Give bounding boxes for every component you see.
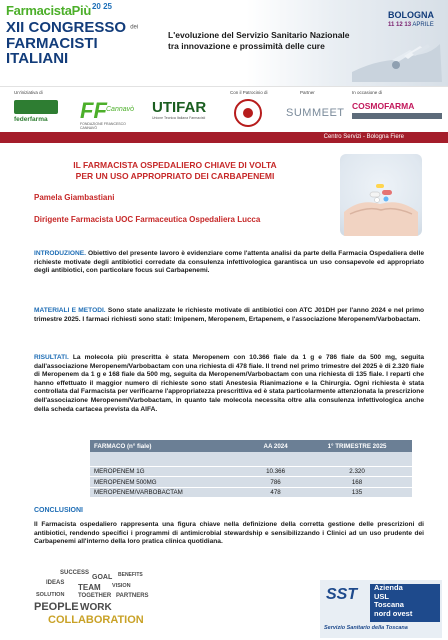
congress-line1: XII CONGRESSO bbox=[6, 19, 127, 36]
event-month: APRILE bbox=[412, 22, 434, 28]
table-cell-2025: 135 bbox=[302, 487, 412, 497]
cannavo-logo bbox=[80, 100, 142, 130]
tagline-line1: L'evoluzione del Servizio Sanitario Nazionale bbox=[168, 30, 350, 40]
table-row bbox=[90, 477, 412, 487]
title-line1: IL FARMACISTA OSPEDALIERO CHIAVE DI VOLTA bbox=[73, 160, 277, 170]
utifar-name: UTIFAR bbox=[152, 99, 207, 116]
results-text: La molecola più prescritta è stata Meropenem con 10.366 fiale da 1 g e 786 fiale da 500 mg, seguita dall'associazione Meropenem/Varbobactam con una richiesta di 478 fiale. Il trend nel primo trimestre del 2025 è di 2.320 fiale di Meropenem da 1 g e 168 fiale da 500 mg, seguita da Meropenem/Varbobactam con una richiesta di 135 fiale. I reparti che hanno effettuato il maggior numero di richieste sono stati Anestesia Rianimazione e la Chirurgia. Ogni richiesta è stata controllata dal Farmacista per verificarne l'appropriatezza prescrittiva ed è stata particolarmente attenzionata la prescrizione dell'associazione Meropenem/Varbobactam, in quanto tale molecola necessita oltre alla consulenza infettivologica anche della scheda cartacea prevista da AIFA. bbox=[34, 354, 425, 413]
seal-center-icon bbox=[243, 108, 253, 118]
cannavo-name: Cannavò bbox=[106, 106, 135, 113]
results-heading: RISULTATI. bbox=[34, 354, 69, 361]
pharmacists-order-seal-icon bbox=[234, 99, 262, 127]
federfarma-logo bbox=[14, 100, 58, 123]
utifar-logo bbox=[152, 100, 216, 120]
cloud-word: IDEAS bbox=[46, 580, 65, 586]
utifar-sub: Unione Tecnica Italiana Farmacisti bbox=[152, 116, 206, 120]
congress-header bbox=[0, 0, 448, 86]
brand-logo bbox=[6, 3, 112, 18]
cloud-word: PEOPLE bbox=[34, 601, 79, 613]
partner-label: Partner bbox=[300, 90, 315, 95]
cloud-word: WORK bbox=[80, 602, 112, 613]
table-cell-2024: 786 bbox=[249, 477, 302, 487]
congress-line2: FARMACISTI bbox=[6, 34, 98, 52]
title-line2: PER UN USO APPROPRIATO DEI CARBAPENEMI bbox=[75, 171, 275, 181]
servizio-sanitario-text: Servizio Sanitario della Toscana bbox=[324, 625, 408, 631]
hands-illustration-icon bbox=[340, 154, 422, 236]
brand-year: 20 25 bbox=[91, 2, 113, 11]
event-days: 11 12 13 bbox=[388, 22, 412, 28]
results-table bbox=[90, 440, 412, 498]
event-city: BOLOGNA bbox=[388, 10, 434, 20]
table-row bbox=[90, 467, 412, 477]
cloud-word: PARTNERS bbox=[116, 593, 149, 599]
cloud-word: SOLUTION bbox=[36, 592, 65, 598]
conclusions-text: Il Farmacista ospedaliero rappresenta una figura chiave nella definizione della corretta gestione delle prescrizioni di antibiotici, rendendo specifici i programmi di antimicrobial stewardship e sensibilizzando i Clinici ad un uso prudente dei Carbapenemi all'interno della loro pratica clinica quotidiana. bbox=[34, 521, 424, 546]
tagline-line2: tra innovazione e prossimità delle cure bbox=[168, 41, 325, 51]
patronage-label: Con il Patrocinio di bbox=[230, 90, 268, 95]
venue-bar bbox=[0, 132, 448, 143]
partner-logos-strip bbox=[0, 86, 448, 133]
table-cell-2024: 10.366 bbox=[249, 467, 302, 477]
table-cell-2024: 478 bbox=[249, 487, 302, 497]
table-header-q1-2025: 1° TRIMESTRE 2025 bbox=[302, 440, 412, 452]
summeet-logo: SUMMEET bbox=[286, 107, 345, 119]
table-cell-drug: MEROPENEM/VARBOBACTAM bbox=[90, 487, 249, 497]
table-header-farmaco: FARMACO (n° fiale) bbox=[90, 440, 249, 452]
brand-name: FarmacistaPiù bbox=[6, 3, 91, 18]
occasion-label: In occasione di bbox=[352, 90, 383, 95]
cloud-word: SUCCESS bbox=[60, 570, 90, 576]
cosmofarma-logo bbox=[352, 101, 442, 119]
introduction-text: Obiettivo del presente lavoro è evidenziare come l'attenta analisi da parte della Farmacia Ospedaliera delle richieste motivate degli antibiotici corredate da consulenza infettivologica garantisca un uso consapevole ed appropriato degli antibiotici, con particolare focus sui Carbapenemi. bbox=[34, 250, 424, 275]
cloud-word: TOGETHER bbox=[78, 593, 112, 599]
table-cell-2025: 168 bbox=[302, 477, 412, 487]
event-dates bbox=[388, 22, 434, 28]
ausl-toscana-logo bbox=[320, 580, 442, 638]
azienda-usl-box bbox=[370, 584, 440, 622]
congress-title bbox=[6, 20, 138, 66]
table-row bbox=[90, 487, 412, 497]
author-affiliation: Dirigente Farmacista UOC Farmaceutica Ospedaliera Lucca bbox=[34, 215, 261, 224]
cloud-word-highlight: COLLABORATION bbox=[48, 614, 144, 626]
cloud-word: VISION bbox=[112, 583, 131, 589]
congress-del: dei bbox=[130, 24, 139, 31]
cannavo-sub: FONDAZIONE FRANCESCO CANNAVÒ bbox=[80, 122, 126, 130]
methods-text: Sono state analizzate le richieste motivate di antibiotici con ATC J01DH per l'anno 2024 e nel primo trimestre 2025. I farmaci richiesti sono stati: Imipenem, Meropenem, Ertapenem, e l'associazione Meropenem/Varbobactam. bbox=[34, 307, 424, 323]
usl-text: USL bbox=[374, 591, 389, 601]
conclusions-heading: CONCLUSIONI bbox=[34, 507, 83, 514]
initiative-label: Un'iniziativa di bbox=[14, 90, 43, 95]
table-cell-drug: MEROPENEM 500MG bbox=[90, 477, 249, 487]
sst-mark: SST bbox=[326, 586, 358, 603]
congress-tagline bbox=[168, 30, 368, 52]
poster-title bbox=[60, 160, 290, 182]
cloud-word: GOAL bbox=[92, 574, 113, 581]
table-spacer-row bbox=[90, 452, 412, 467]
methods-paragraph bbox=[34, 307, 424, 324]
cloud-word: BENEFITS bbox=[118, 572, 143, 578]
congress-line3: ITALIANI bbox=[6, 49, 69, 67]
table-header-2024: AA 2024 bbox=[249, 440, 302, 452]
cosmofarma-exhibition-bar bbox=[352, 113, 442, 119]
federfarma-name: federfarma bbox=[14, 116, 48, 123]
introduction-heading: INTRODUZIONE. bbox=[34, 250, 87, 257]
table-cell-drug: MEROPENEM 1G bbox=[90, 467, 249, 477]
robot-hand-image bbox=[352, 32, 442, 82]
venue-text: Centro Servizi - Bologna Fiere bbox=[323, 133, 404, 140]
table-header-row bbox=[90, 440, 412, 452]
ff-initials: FF bbox=[80, 98, 107, 123]
author-name: Pamela Giambastiani bbox=[34, 193, 115, 202]
collaboration-word-cloud bbox=[30, 568, 148, 628]
cosmofarma-name: COSMOFARMA bbox=[352, 101, 415, 111]
cloud-word: TEAM bbox=[78, 583, 101, 592]
results-paragraph bbox=[34, 354, 424, 414]
toscana-text: Toscana bbox=[374, 600, 404, 609]
hands-pills-image bbox=[340, 154, 422, 236]
azienda-text: Azienda bbox=[374, 583, 403, 592]
methods-heading: MATERIALI E METODI. bbox=[34, 307, 106, 314]
federfarma-mark-icon bbox=[14, 100, 58, 114]
table-cell-2025: 2.320 bbox=[302, 467, 412, 477]
nord-ovest-text: nord ovest bbox=[374, 608, 413, 618]
introduction-paragraph bbox=[34, 250, 424, 276]
